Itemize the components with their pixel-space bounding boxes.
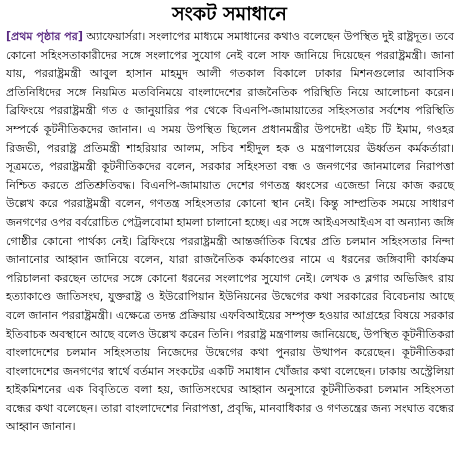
article-headline: সংকট সমাধানে (172, 3, 287, 25)
article-body-text: অ্যাফেয়ার্সরা। সংলাপের মাধ্যমে সমাধানের কথাও বলেছেন উপস্থিত দুই রাষ্ট্রদূত। তবে কোনো সহিংসতাকারীদের সঙ্গে সংলাপের সুযোগ নেই বলে সাফ জানিয়ে দিয়েছেন পররাষ্ট্রমন্ত্রী। জানা যায়, পররাষ্ট্রমন্ত্রী আবুল হাসান মাহমুদ আলী গতকাল বিকালে ঢাকার মিশনগুলোর আবাসিক প্রতিনিধিদের সঙ্গে নিয়মিত মতবিনিময়ে বাংলাদেশের রাজনৈতিক পরিস্থিতি নিয়ে আলোচনা করেন। ব্রিফিংয়ে পররাষ্ট্রমন্ত্রী গত ৫ জানুয়ারির পর থেকে বিএনপি-জামায়াতের সহিংসতার সর্বশেষ পরিস্থিতি সম্পর্কে কূটনীতিকদের জানান। এ সময় উপস্থিত ছিলেন প্রধানমন্ত্রীর উপদেষ্টা এইচ টি ইমাম, গওহর রিজভী, পররাষ্ট্র প্রতিমন্ত্রী শাহরিয়ার আলম, সচিব শহীদুল হক ও মন্ত্রণালয়ের ঊর্ধ্বতন কর্মকর্তারা। সূত্রমতে, পররাষ্ট্রমন্ত্রী কূটনীতিকদের বলেন, সরকার সহিংসতা বন্ধ ও জনগণের জানমালের নিরাপত্তা নিশ্চিত করতে প্রতিশ্রুতিবদ্ধ। বিএনপি-জামায়াত দেশের গণতন্ত্র ধ্বংসের এজেন্ডা নিয়ে কাজ করছে উল্লেখ করে পররাষ্ট্রমন্ত্রী বলেন, গণতন্ত্র সহিংসতার কোনো স্থান নেই। কিন্তু সাম্প্রতিক সময়ে সাধারণ জনগণের ওপর বর্বরোচিত পেট্রলবোমা হামলা চালানো হচ্ছে। এর সঙ্গে আইএসআইএস বা অন্যান্য জঙ্গি গোষ্ঠীর কোনো পার্থক্য নেই। ব্রিফিংয়ে পররাষ্ট্রমন্ত্রী আন্তর্জাতিক বিশ্বের প্রতি চলমান সহিংসতার নিন্দা জানানোর আহ্বান জানিয়ে বলেন, যারা রাজনৈতিক কর্মকাণ্ডের নামে এ ধরনের জঙ্গিবাদী কার্যক্রম পরিচালনা করছেন তাদের সঙ্গে কোনো ধরনের সংলাপের সুযোগ নেই। লেখক ও ব্লগার অভিজিৎ রায় হত্যাকাণ্ডে জাতিসংঘ, যুক্তরাষ্ট্র ও ইউরোপিয়ান ইউনিয়নের উদ্বেগের কথা সরকারের বিবেচনায় আছে বলে জানান পররাষ্ট্রমন্ত্রী। এক্ষেত্রে তদন্ত প্রক্রিয়ায় এফবিআইয়ের সম্পৃক্ত হওয়ার আগ্রহের বিষয়ে সরকার ইতিবাচক অবস্থানে আছে বলেও উল্লেখ করেন তিনি। পররাষ্ট্র মন্ত্রণালয় জানিয়েছে, উপস্থিত কূটনীতিকরা বাংলাদেশের চলমান সহিংসতায় নিজেদের উদ্বেগের কথা পুনরায় উত্থাপন করেছেন। কূটনীতিকরা বাংলাদেশের জনগণের স্বার্থে বর্তমান সংকটের একটি সমাধান খোঁজার কথা বলেছেন। ঢাকায় অস্ট্রেলিয়া হাইকমিশনের এক বিবৃতিতে বলা হয়, জাতিসংঘের আহ্বান অনুসারে কূটনীতিকরা চলমান সহিংসতা বন্ধের কথা বলেছেন। তারা বাংলাদেশের নিরাপত্তা, প্রবৃদ্ধি, মানবাধিকার ও গণতন্ত্রের জন্য সংঘাত বন্ধের আহ্বান জানান। (6, 30, 454, 434)
continued-from-front-page-label: [প্রথম পৃষ্ঠার পর] (6, 30, 83, 43)
article-body (0, 28, 459, 437)
